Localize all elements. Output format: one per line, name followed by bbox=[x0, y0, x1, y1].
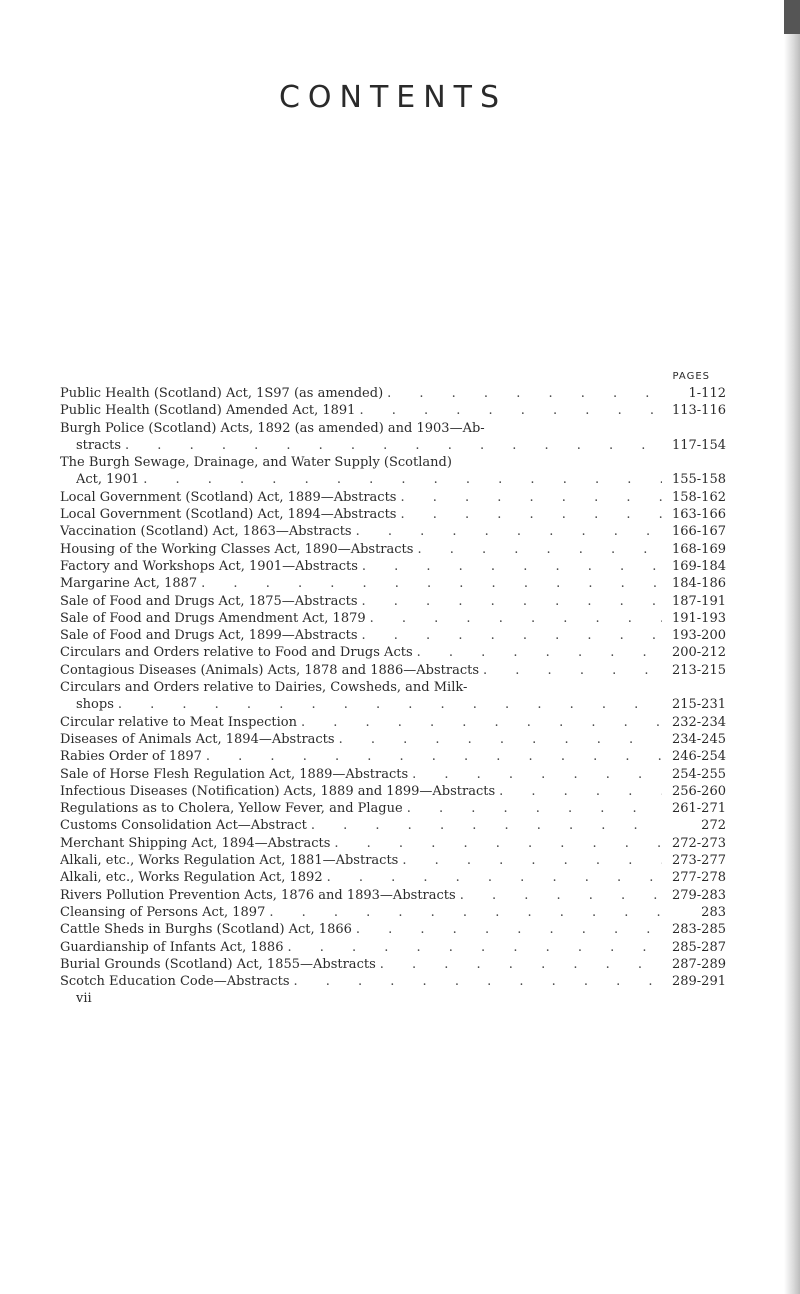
entry-title: Act, 1901 bbox=[76, 472, 140, 488]
contents-entry bbox=[60, 714, 726, 731]
contents-entry bbox=[60, 644, 726, 661]
contents-entry bbox=[60, 887, 726, 904]
entry-title: Infectious Diseases (Notification) Acts, 1889 and 1899—Abstracts bbox=[60, 783, 496, 799]
entry-title: Contagious Diseases (Animals) Acts, 1878 and 1886—Abstracts bbox=[60, 662, 480, 678]
leader-dots bbox=[352, 921, 662, 938]
entry-pages: 283-285 bbox=[671, 922, 726, 938]
contents-entry bbox=[60, 904, 726, 921]
entry-title: Public Health (Scotland) Amended Act, 1891 bbox=[60, 403, 356, 419]
contents-entry bbox=[60, 523, 726, 540]
contents-entry bbox=[60, 817, 726, 834]
leader-dots bbox=[202, 748, 662, 765]
entry-pages: 261-271 bbox=[671, 801, 726, 817]
entry-pages: 279-283 bbox=[671, 887, 726, 903]
entry-pages: 272-273 bbox=[671, 835, 726, 851]
entry-title: Circulars and Orders relative to Dairies, Cowsheds, and Milk- bbox=[60, 680, 468, 696]
entry-pages: 163-166 bbox=[671, 507, 726, 523]
leader-dots bbox=[355, 402, 662, 419]
entry-pages: 287-289 bbox=[671, 956, 726, 972]
entry-pages: 273-277 bbox=[671, 853, 726, 869]
entry-pages: 193-200 bbox=[671, 628, 726, 644]
entry-pages: 117-154 bbox=[671, 437, 726, 453]
entry-pages: 213-215 bbox=[671, 662, 726, 678]
contents-entry bbox=[60, 921, 726, 938]
entry-title: Scotch Education Code—Abstracts bbox=[60, 974, 290, 990]
entry-title: Circular relative to Meat Inspection bbox=[60, 714, 297, 730]
entry-pages: 285-287 bbox=[671, 939, 726, 955]
entry-title: Guardianship of Infants Act, 1886 bbox=[60, 939, 284, 955]
leader-dots bbox=[307, 817, 662, 834]
leader-dots bbox=[197, 575, 662, 592]
page-edge bbox=[784, 0, 800, 1294]
page-title: CONTENTS bbox=[278, 80, 508, 115]
entry-title: Public Health (Scotland) Act, 1S97 (as amended) bbox=[60, 386, 384, 401]
entry-pages: 289-291 bbox=[671, 974, 726, 990]
contents-entry bbox=[60, 593, 726, 610]
leader-dots bbox=[352, 523, 662, 540]
contents-entry bbox=[60, 627, 726, 644]
entry-title: Customs Consolidation Act—Abstract bbox=[60, 818, 307, 834]
leader-dots bbox=[413, 644, 662, 661]
leader-dots bbox=[358, 627, 662, 644]
contents-entry bbox=[60, 748, 726, 765]
entry-title: Diseases of Animals Act, 1894—Abstracts bbox=[60, 731, 335, 747]
contents-entry bbox=[60, 541, 726, 558]
contents-entry bbox=[60, 437, 726, 454]
entry-pages: 191-193 bbox=[671, 610, 726, 626]
entry-title: Burgh Police (Scotland) Acts, 1892 (as amended) and 1903—Ab- bbox=[60, 420, 485, 436]
entry-pages: 168-169 bbox=[671, 541, 726, 557]
leader-dots bbox=[297, 714, 662, 731]
contents-entry bbox=[60, 869, 726, 886]
leader-dots bbox=[408, 766, 662, 783]
contents-entry bbox=[60, 489, 726, 506]
entry-pages: 232-234 bbox=[671, 714, 726, 730]
entry-title: Sale of Food and Drugs Act, 1899—Abstracts bbox=[60, 628, 358, 644]
leader-dots bbox=[396, 506, 662, 523]
contents-entry bbox=[60, 956, 726, 973]
entry-title: Rivers Pollution Prevention Acts, 1876 and 1893—Abstracts bbox=[60, 887, 456, 903]
contents-entry bbox=[60, 696, 726, 713]
entry-pages: 246-254 bbox=[671, 749, 726, 765]
entry-title: Cattle Sheds in Burghs (Scotland) Act, 1866 bbox=[60, 922, 352, 938]
leader-dots bbox=[396, 489, 662, 506]
entry-title: shops bbox=[76, 697, 114, 713]
entry-pages: 234-245 bbox=[671, 731, 726, 747]
contents-entry bbox=[60, 471, 726, 488]
entry-pages: 254-255 bbox=[671, 766, 726, 782]
contents-entry bbox=[60, 800, 726, 817]
leader-dots bbox=[413, 541, 662, 558]
contents-entry bbox=[60, 679, 726, 696]
contents-entry bbox=[60, 420, 726, 437]
entry-pages: 187-191 bbox=[671, 593, 726, 609]
contents-entry bbox=[60, 402, 726, 419]
entry-pages: 215-231 bbox=[671, 697, 726, 713]
entry-pages: 277-278 bbox=[671, 870, 726, 886]
entry-title: Sale of Food and Drugs Act, 1875—Abstracts bbox=[60, 593, 358, 609]
leader-dots bbox=[358, 593, 662, 610]
entry-title: Circulars and Orders relative to Food and Drugs Acts bbox=[60, 645, 413, 661]
contents-entry bbox=[60, 783, 726, 800]
contents-entry bbox=[60, 454, 726, 471]
entry-title: The Burgh Sewage, Drainage, and Water Supply (Scotland) bbox=[60, 455, 452, 471]
entry-pages: 1-112 bbox=[688, 386, 726, 401]
entry-title: Factory and Workshops Act, 1901—Abstracts bbox=[60, 558, 358, 574]
contents-entry bbox=[60, 506, 726, 523]
contents-entry bbox=[60, 731, 726, 748]
page-number: vii bbox=[76, 991, 92, 1007]
leader-dots bbox=[265, 904, 662, 921]
entry-title: Sale of Food and Drugs Amendment Act, 1879 bbox=[60, 610, 366, 626]
contents-entry bbox=[60, 610, 726, 627]
entry-pages: 113-116 bbox=[671, 403, 726, 419]
entry-title: Rabies Order of 1897 bbox=[60, 749, 202, 765]
leader-dots bbox=[283, 939, 662, 956]
entry-pages: 166-167 bbox=[671, 524, 726, 540]
entry-pages: 155-158 bbox=[671, 472, 726, 488]
leader-dots bbox=[114, 696, 662, 713]
entry-title: Alkali, etc., Works Regulation Act, 1881—Abstracts bbox=[60, 853, 399, 869]
leader-dots bbox=[330, 835, 662, 852]
leader-dots bbox=[290, 973, 663, 990]
contents-entry bbox=[60, 662, 726, 679]
leader-dots bbox=[121, 437, 662, 454]
contents-entry bbox=[60, 558, 726, 575]
entry-title: Sale of Horse Flesh Regulation Act, 1889—Abstracts bbox=[60, 766, 409, 782]
entry-pages: 184-186 bbox=[671, 576, 726, 592]
entry-pages: 200-212 bbox=[671, 645, 726, 661]
leader-dots bbox=[456, 887, 662, 904]
contents-entry bbox=[60, 852, 726, 869]
contents-entry bbox=[60, 766, 726, 783]
leader-dots bbox=[495, 783, 662, 800]
pages-column-header: PAGES bbox=[672, 371, 710, 382]
entry-title: Alkali, etc., Works Regulation Act, 1892 bbox=[60, 870, 323, 886]
leader-dots bbox=[383, 385, 662, 402]
page-corner-mark bbox=[784, 0, 800, 34]
entry-pages: 283 bbox=[701, 904, 726, 920]
leader-dots bbox=[358, 558, 662, 575]
entry-title: Regulations as to Cholera, Yellow Fever, and Plague bbox=[60, 801, 403, 817]
leader-dots bbox=[139, 471, 662, 488]
entry-pages: 158-162 bbox=[671, 489, 726, 505]
contents-entry bbox=[60, 973, 726, 990]
contents-list bbox=[60, 385, 726, 1007]
entry-title: Vaccination (Scotland) Act, 1863—Abstracts bbox=[60, 524, 352, 540]
contents-entry bbox=[60, 575, 726, 592]
entry-title: Local Government (Scotland) Act, 1889—Abstracts bbox=[60, 489, 397, 505]
contents-entry bbox=[60, 385, 726, 402]
entry-pages: 272 bbox=[701, 818, 726, 834]
entry-title: stracts bbox=[76, 437, 122, 453]
entry-title: Merchant Shipping Act, 1894—Abstracts bbox=[60, 835, 331, 851]
leader-dots bbox=[323, 869, 662, 886]
entry-title: Local Government (Scotland) Act, 1894—Abstracts bbox=[60, 507, 397, 523]
contents-entry bbox=[60, 835, 726, 852]
leader-dots bbox=[376, 956, 662, 973]
contents-entry bbox=[60, 939, 726, 956]
entry-pages: 256-260 bbox=[671, 783, 726, 799]
entry-title: Cleansing of Persons Act, 1897 bbox=[60, 904, 266, 920]
leader-dots bbox=[366, 610, 662, 627]
entry-title: Margarine Act, 1887 bbox=[60, 576, 198, 592]
leader-dots bbox=[398, 852, 662, 869]
entry-title: Housing of the Working Classes Act, 1890—Abstracts bbox=[60, 541, 414, 557]
entry-pages: 169-184 bbox=[671, 558, 726, 574]
leader-dots bbox=[479, 662, 662, 679]
leader-dots bbox=[335, 731, 662, 748]
entry-title: Burial Grounds (Scotland) Act, 1855—Abstracts bbox=[60, 956, 376, 972]
leader-dots bbox=[403, 800, 662, 817]
